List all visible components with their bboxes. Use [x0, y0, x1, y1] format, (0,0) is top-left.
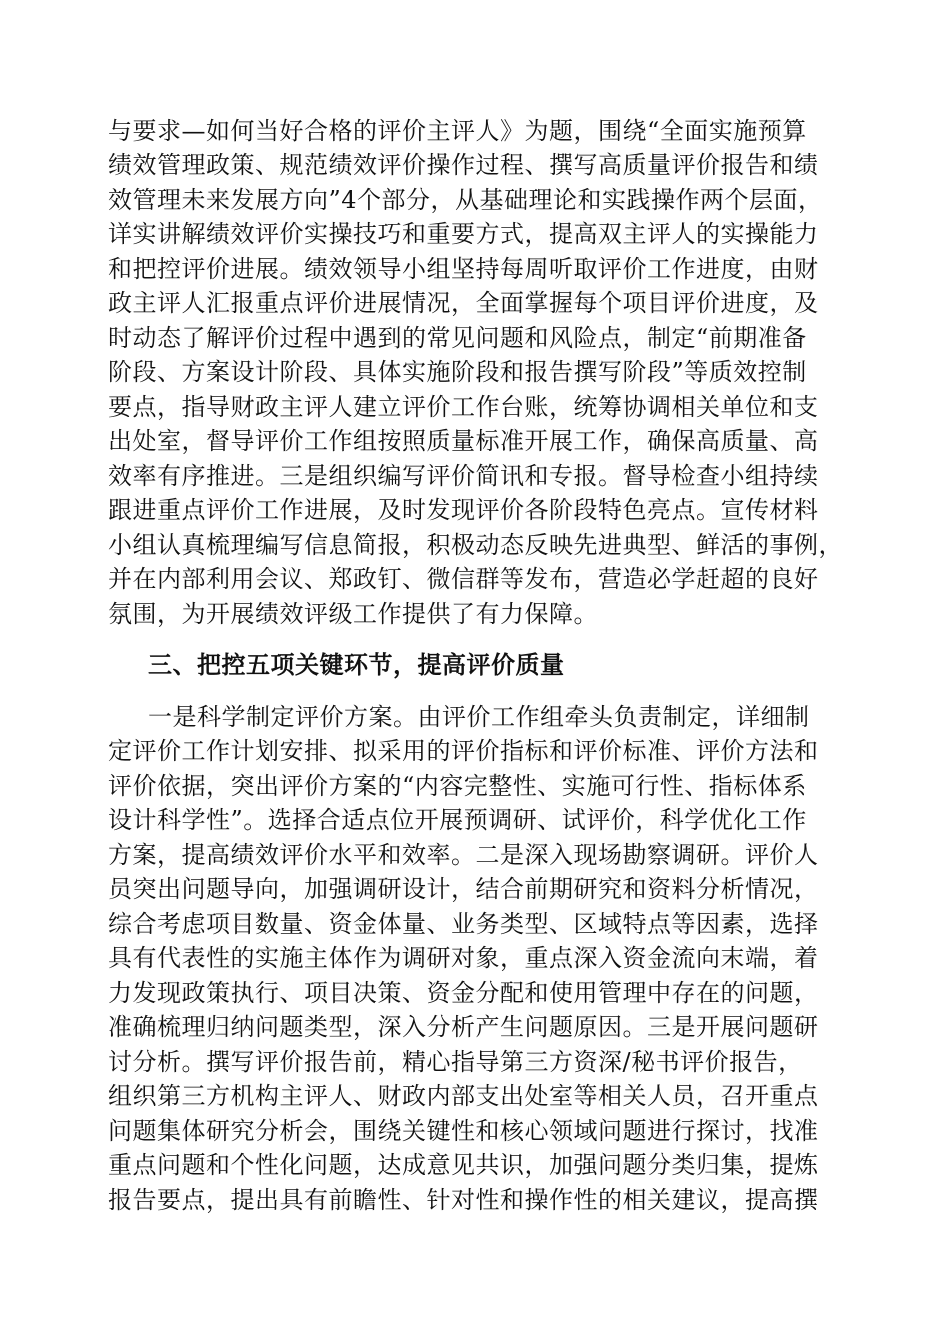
paragraph-1-line: 政主评人汇报重点评价进展情况，全面掌握每个项目评价进度，及: [108, 289, 819, 317]
paragraph-1-line: 与要求—如何当好合格的评价主评人》为题，围绕“全面实施预算: [108, 117, 807, 145]
paragraph-2-line: 力发现政策执行、项目决策、资金分配和使用管理中存在的问题，: [108, 979, 819, 1007]
paragraph-2-line: 组织第三方机构主评人、财政内部支出处室等相关人员，召开重点: [108, 1082, 819, 1110]
paragraph-1-line: 和把控评价进展。绩效领导小组坚持每周听取评价工作进度，由财: [108, 255, 819, 283]
paragraph-1-line: 小组认真梳理编写信息简报，积极动态反映先进典型、鲜活的事例，: [108, 531, 843, 559]
paragraph-1-line: 时动态了解评价过程中遇到的常见问题和风险点，制定“前期准备: [108, 324, 807, 352]
paragraph-1-line: 并在内部利用会议、郑政钉、微信群等发布，营造必学赶超的良好: [108, 565, 819, 593]
paragraph-1-line: 效率有序推进。三是组织编写评价简讯和专报。督导检查小组持续: [108, 462, 819, 490]
paragraph-2-line: 一是科学制定评价方案。由评价工作组牵头负责制定，详细制: [148, 703, 810, 731]
paragraph-2-line: 具有代表性的实施主体作为调研对象，重点深入资金流向末端，着: [108, 944, 819, 972]
paragraph-2-line: 员突出问题导向，加强调研设计，结合前期研究和资料分析情况，: [108, 875, 819, 903]
paragraph-1-line: 阶段、方案设计阶段、具体实施阶段和报告撰写阶段”等质效控制: [108, 358, 807, 386]
paragraph-2-line: 准确梳理归纳问题类型，深入分析产生问题原因。三是开展问题研: [108, 1013, 819, 1041]
paragraph-1-line: 绩效管理政策、规范绩效评价操作过程、撰写高质量评价报告和绩: [108, 151, 819, 179]
paragraph-2-line: 报告要点，提出具有前瞻性、针对性和操作性的相关建议，提高撰: [108, 1186, 819, 1214]
paragraph-1-line: 出处室，督导评价工作组按照质量标准开展工作，确保高质量、高: [108, 427, 819, 455]
paragraph-1-line: 氛围，为开展绩效评级工作提供了有力保障。: [108, 600, 598, 628]
section-heading: 三、把控五项关键环节，提高评价质量: [148, 651, 565, 679]
paragraph-2-line: 讨分析。撰写评价报告前，精心指导第三方资深/秘书评价报告，: [108, 1048, 803, 1076]
paragraph-2-line: 评价依据，突出评价方案的“内容完整性、实施可行性、指标体系: [108, 772, 807, 800]
paragraph-1-line: 跟进重点评价工作进展，及时发现评价各阶段特色亮点。宣传材料: [108, 496, 819, 524]
paragraph-2-line: 定评价工作计划安排、拟采用的评价指标和评价标准、评价方法和: [108, 737, 819, 765]
paragraph-1-line: 详实讲解绩效评价实操技巧和重要方式，提高双主评人的实操能力: [108, 220, 819, 248]
paragraph-2-line: 设计科学性”。选择合适点位开展预调研、试评价，科学优化工作: [108, 806, 807, 834]
paragraph-2-line: 方案，提高绩效评价水平和效率。二是深入现场勘察调研。评价人: [108, 841, 819, 869]
paragraph-1-line: 要点，指导财政主评人建立评价工作台账，统筹协调相关单位和支: [108, 393, 819, 421]
paragraph-2-line: 问题集体研究分析会，围绕关键性和核心领域问题进行探讨，找准: [108, 1117, 819, 1145]
paragraph-2-line: 重点问题和个性化问题，达成意见共识，加强问题分类归集，提炼: [108, 1151, 819, 1179]
paragraph-1-line: 效管理未来发展方向”4个部分，从基础理论和实践操作两个层面，: [108, 186, 823, 214]
paragraph-2-line: 综合考虑项目数量、资金体量、业务类型、区域特点等因素，选择: [108, 910, 819, 938]
